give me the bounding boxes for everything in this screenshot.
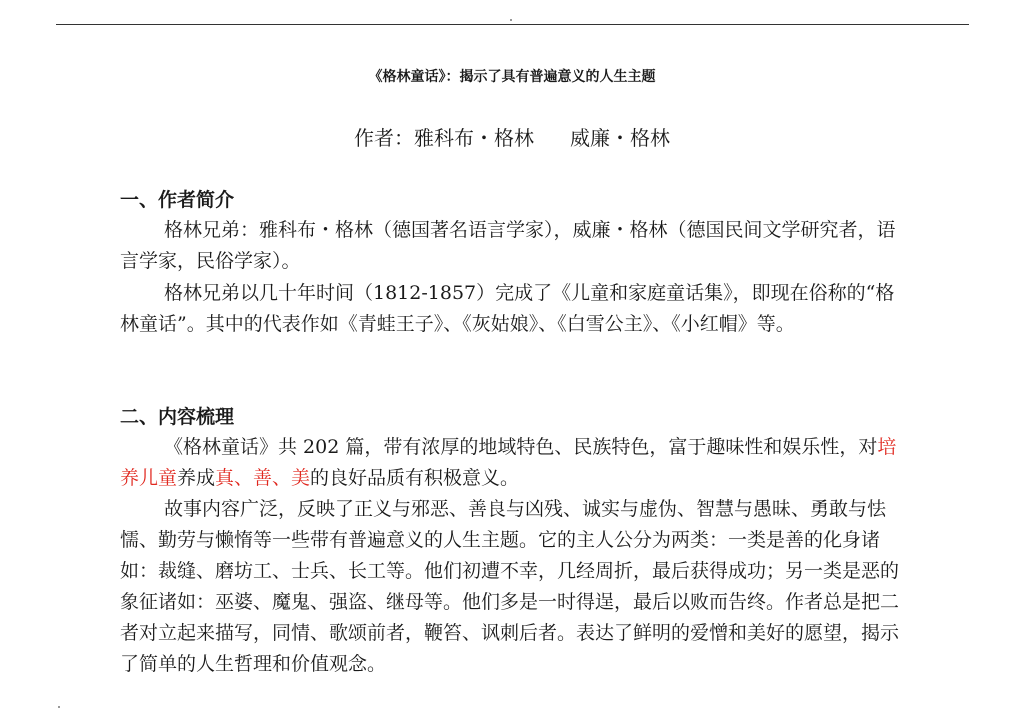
paragraph-line: 故事内容广泛，反映了正义与邪恶、善良与凶残、诚实与虚伪、智慧与愚昧、 bbox=[164, 498, 811, 520]
header-rule bbox=[56, 24, 969, 25]
paragraph-line: 讽刺后者。表达了鲜明的爱憎和美好的愿望，揭示了简单的人生哲理和价值观念。 bbox=[120, 622, 900, 675]
paragraph-intro-1 bbox=[120, 215, 910, 277]
paragraph-line: 一类是善的化身诸如：裁缝、磨坊工、士兵、长工等。他们初遭不幸，几经周折， bbox=[120, 529, 881, 582]
paragraph-line: 勇敢与怯懦、勤劳与懒惰等一些带有普遍意义的人生主题。它的主人公分为两类： bbox=[120, 498, 887, 551]
section-heading-intro: 一、作者简介 bbox=[120, 189, 235, 211]
authors-label: 作者： bbox=[354, 126, 414, 150]
paragraph-line: 《格林童话》共 202 篇，带有浓厚的地域特色、民族特色，富于趣味性和娱乐 bbox=[164, 436, 821, 458]
paragraph-line-text: 养成 bbox=[177, 467, 216, 489]
paragraph-intro-2 bbox=[120, 278, 910, 340]
paragraph-line: 时得逞，最后以败而告终。作者总是把二者对立起来描写，同情、歌颂前者，鞭笞、 bbox=[120, 591, 900, 644]
highlight-truth-goodness-beauty: 真、善、美 bbox=[215, 467, 311, 489]
paragraph-line: 最后获得成功；另一类是恶的象征诸如：巫婆、魔鬼、强盗、继母等。他们多是一 bbox=[120, 560, 900, 613]
authors-line bbox=[0, 124, 1024, 152]
paragraph-line: 格林兄弟：雅科布・格林（德国著名语言学家），威廉・格林（德国民间文 bbox=[164, 219, 782, 241]
author-jacob: 雅科布・格林 bbox=[414, 126, 534, 150]
header-dot bbox=[510, 19, 512, 21]
paragraph-line: 学研究者，语言学家，民俗学家）。 bbox=[120, 219, 896, 272]
author-wilhelm: 威廉・格林 bbox=[570, 126, 670, 150]
section-heading-content: 二、内容梳理 bbox=[120, 406, 235, 428]
paragraph-line: 红帽》等。 bbox=[699, 313, 795, 335]
document-title: 《格林童话》：揭示了具有普遍意义的人生主题 bbox=[368, 69, 656, 85]
paragraph-line-text: 性，对 bbox=[820, 436, 878, 458]
paragraph-line-text: 的良好品质有积极意义。 bbox=[310, 467, 520, 489]
paragraph-content-1 bbox=[120, 432, 910, 494]
paragraph-content-2 bbox=[120, 494, 910, 680]
paragraph-line: 格林兄弟以几十年时间（1812-1857）完成了《儿童和家庭童话集》，即现在 bbox=[164, 282, 809, 304]
footer-dot bbox=[58, 706, 60, 708]
highlight-nurture-children: 培养儿童 bbox=[120, 436, 897, 489]
paragraph-line: 俗称的“格林童话”。其中的代表作如《青蛙王子》、《灰姑娘》、《白雪公主》、《小 bbox=[120, 282, 895, 335]
